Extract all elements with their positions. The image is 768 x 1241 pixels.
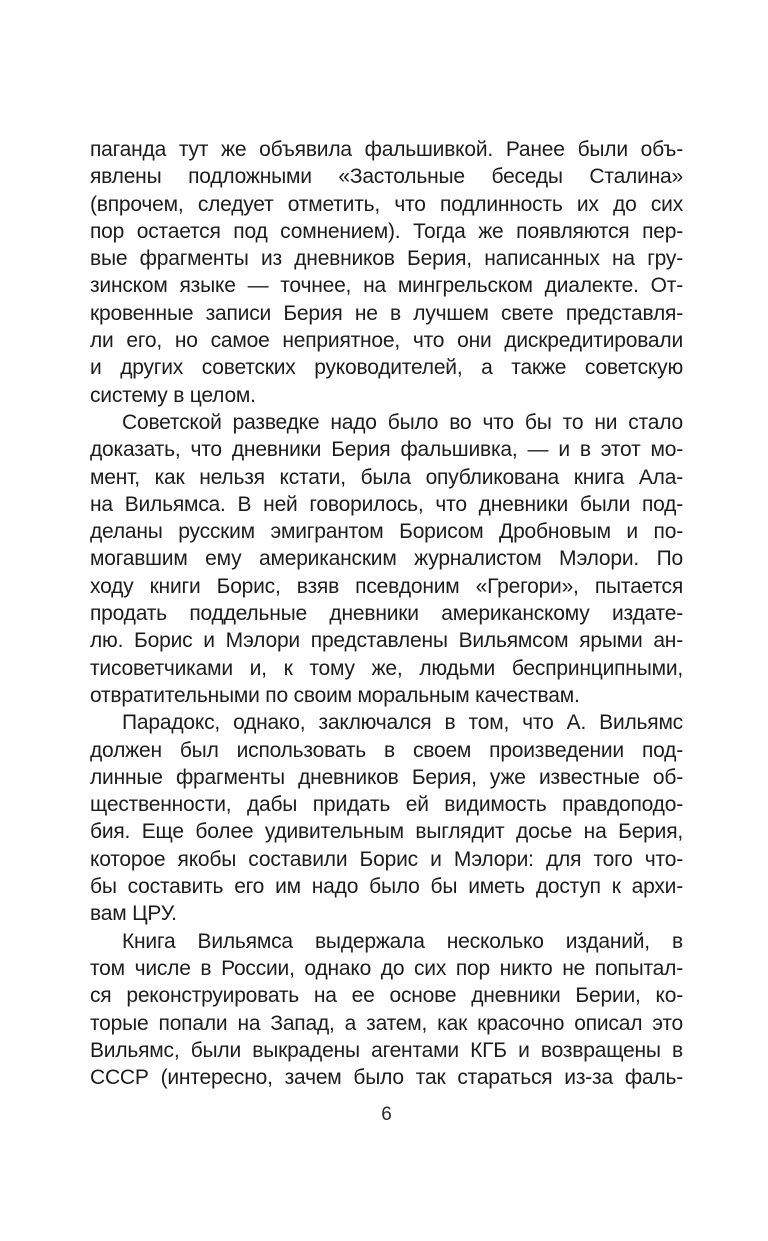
paragraph: [90, 709, 683, 927]
paragraph: [90, 136, 683, 409]
text-line: ся реконструировать на ее основе дневники Берии, ко-: [90, 984, 683, 1008]
text-line: продать поддельные дневники американскому издате-: [90, 602, 683, 626]
text-line: пор остается под сомнением). Тогда же появляются пер-: [90, 219, 683, 243]
text-block: [90, 136, 683, 1091]
text-line: деланы русским эмигрантом Борисом Дробновым и по-: [90, 520, 683, 544]
text-line: щественности, дабы придать ей видимость правдоподо-: [90, 793, 683, 817]
text-line: торые попали на Запад, а затем, как красочно описал это: [90, 1011, 683, 1035]
text-line: на Вильямса. В ней говорилось, что дневники были под-: [90, 492, 683, 516]
text-line: бия. Еще более удивительным выглядит досье на Берия,: [90, 820, 683, 844]
page-number: 6: [381, 1104, 392, 1125]
text-line: ходу книги Борис, взяв псевдоним «Грегори», пытается: [90, 574, 683, 598]
text-line: тисоветчиками и, к тому же, людьми беспринципными,: [90, 656, 683, 680]
text-line: отвратительными по своим моральным качествам.: [90, 683, 580, 707]
text-line: вые фрагменты из дневников Берия, написанных на гру-: [90, 247, 683, 271]
text-line: систему в целом.: [90, 383, 256, 407]
text-line: Книга Вильямса выдержала несколько изданий, в: [122, 929, 683, 953]
text-line: могавшим ему американским журналистом Мэлори. По: [90, 547, 683, 571]
paragraph: [90, 409, 683, 709]
text-line: явлены подложными «Застольные беседы Сталина»: [90, 165, 683, 189]
text-line: должен был использовать в своем произведении под-: [90, 738, 683, 762]
text-line: (впрочем, следует отметить, что подлинность их до сих: [90, 192, 683, 216]
text-line: Парадокс, однако, заключался в том, что А. Вильямс: [122, 711, 683, 735]
text-line: Вильямс, были выкрадены агентами КГБ и возвращены в: [90, 1038, 683, 1062]
text-line: доказать, что дневники Берия фальшивка, — и в этот мо-: [90, 438, 683, 462]
text-line: паганда тут же объявила фальшивкой. Ранее были объ-: [90, 138, 683, 161]
text-line: лю. Борис и Мэлори представлены Вильямсом ярыми ан-: [90, 629, 683, 653]
paragraph: [90, 928, 683, 1092]
text-line: зинском языке — точнее, на мингрельском диалекте. От-: [90, 274, 683, 298]
text-line: кровенные записи Берия не в лучшем свете представля-: [90, 301, 683, 325]
text-line: Советской разведке надо было во что бы то ни стало: [122, 410, 683, 434]
text-line: том числе в России, однако до сих пор никто не попытал-: [90, 956, 683, 980]
text-line: ли его, но самое неприятное, что они дискредитировали: [90, 329, 683, 353]
text-line: вам ЦРУ.: [90, 902, 177, 926]
text-line: СССР (интересно, зачем было так стараться из-за фаль-: [90, 1066, 683, 1090]
text-line: мент, как нельзя кстати, была опубликована книга Ала-: [90, 465, 683, 489]
text-line: линные фрагменты дневников Берия, уже известные об-: [90, 765, 683, 789]
text-line: которое якобы составили Борис и Мэлори: для того что-: [90, 847, 683, 871]
text-line: и других советских руководителей, а также советскую: [90, 356, 683, 380]
text-line: бы составить его им надо было бы иметь доступ к архи-: [90, 875, 683, 899]
